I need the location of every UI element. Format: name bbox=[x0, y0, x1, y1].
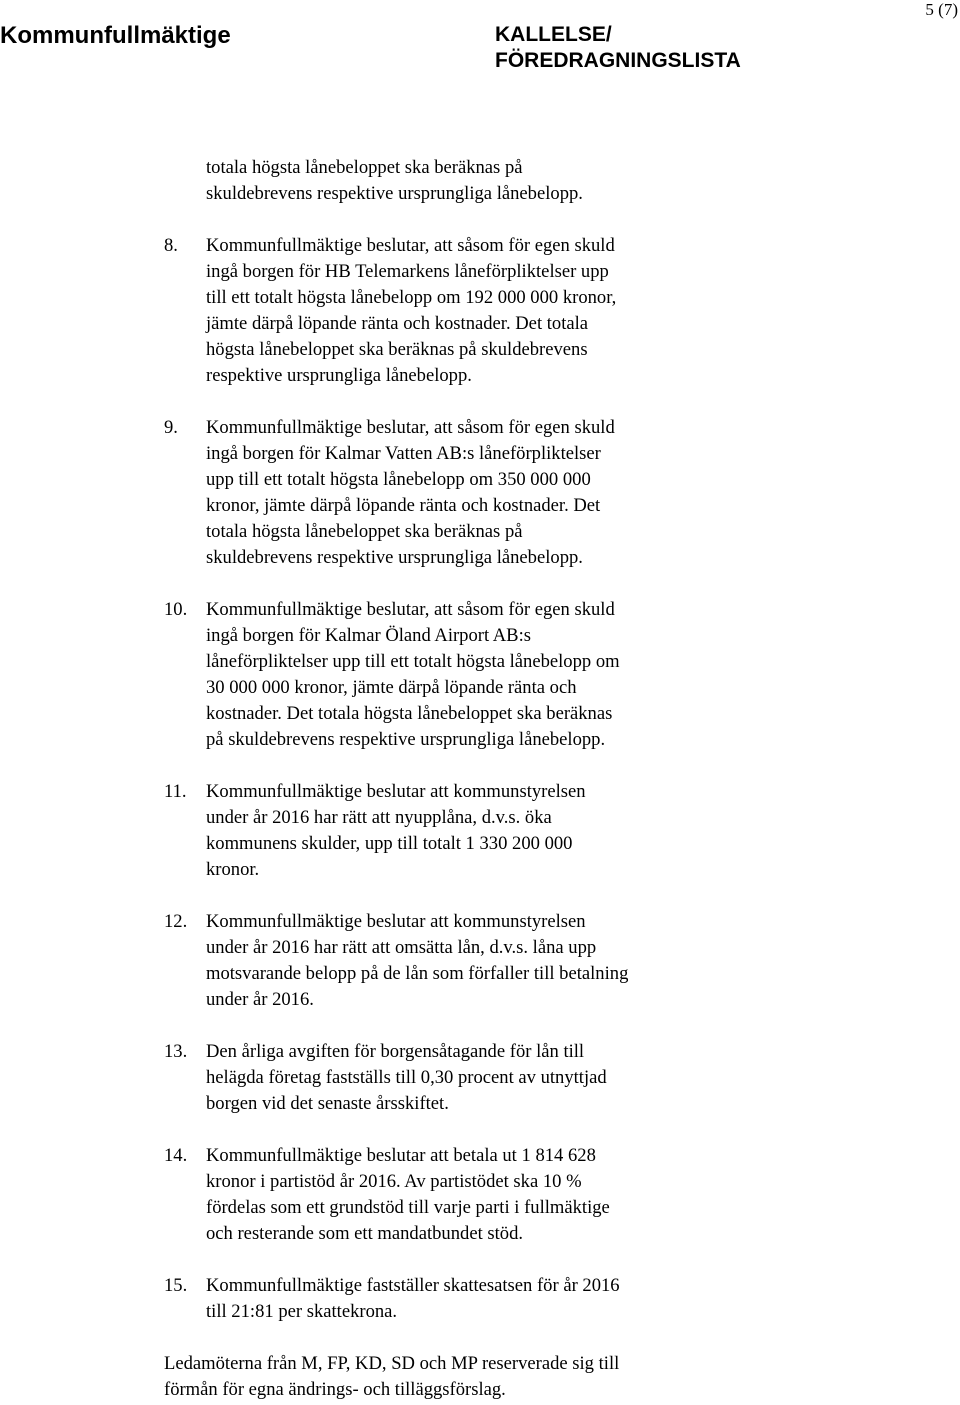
item-text-line: Kommunfullmäktige beslutar, att såsom för egen skuld bbox=[206, 235, 615, 256]
decision-list bbox=[164, 233, 924, 1325]
item-text-line: respektive ursprungliga lånebelopp. bbox=[206, 365, 472, 386]
item-number: 14. bbox=[164, 1145, 188, 1166]
item-number: 13. bbox=[164, 1041, 188, 1062]
item-text bbox=[206, 779, 726, 883]
item-text-line: under år 2016 har rätt att nyupplåna, d.v.s. öka bbox=[206, 807, 552, 828]
item-text-line: kronor. bbox=[206, 859, 260, 880]
item-text-line: Kommunfullmäktige beslutar att kommunstyrelsen bbox=[206, 781, 586, 802]
item-text bbox=[206, 597, 726, 753]
intro-line: totala högsta lånebeloppet ska beräknas på bbox=[206, 157, 523, 178]
item-text bbox=[206, 233, 726, 389]
page-number: 5 (7) bbox=[925, 0, 958, 19]
item-text-line: fördelas som ett grundstöd till varje parti i fullmäktige bbox=[206, 1197, 610, 1218]
item-text bbox=[206, 909, 726, 1013]
item-text-line: Kommunfullmäktige beslutar att betala ut 1 814 628 bbox=[206, 1145, 596, 1166]
decision-item bbox=[164, 233, 924, 389]
item-text-line: 30 000 000 kronor, jämte därpå löpande ränta och bbox=[206, 677, 577, 698]
item-text-line: under år 2016. bbox=[206, 989, 314, 1010]
item-text bbox=[206, 1143, 726, 1247]
header-doc-type-line-2: FÖREDRAGNINGSLISTA bbox=[495, 49, 741, 72]
item-number: 12. bbox=[164, 911, 188, 932]
decision-item bbox=[164, 415, 924, 571]
item-text-line: totala högsta lånebeloppet ska beräknas på bbox=[206, 521, 523, 542]
item-text-line: på skuldebrevens respektive ursprungliga lånebelopp. bbox=[206, 729, 606, 750]
intro-line: skuldebrevens respektive ursprungliga lånebelopp. bbox=[206, 183, 583, 204]
header-doc-type bbox=[495, 22, 741, 74]
item-text-line: motsvarande belopp på de lån som förfaller till betalning bbox=[206, 963, 629, 984]
item-text-line: ingå borgen för Kalmar Öland Airport AB:s bbox=[206, 625, 531, 646]
item-text-line: under år 2016 har rätt att omsätta lån, d.v.s. låna upp bbox=[206, 937, 597, 958]
item-text-line: och resterande som ett mandatbundet stöd. bbox=[206, 1223, 524, 1244]
item-text-line: helägda företag fastställs till 0,30 procent av utnyttjad bbox=[206, 1067, 607, 1088]
item-text-line: ingå borgen för HB Telemarkens låneförpliktelser upp bbox=[206, 261, 609, 282]
document-body bbox=[164, 155, 924, 1403]
item-number: 9. bbox=[164, 417, 178, 438]
header-org: Kommunfullmäktige bbox=[0, 22, 231, 49]
closing-line: Ledamöterna från M, FP, KD, SD och MP reserverade sig till bbox=[164, 1353, 620, 1374]
header-doc-type-line-1: KALLELSE/ bbox=[495, 23, 612, 46]
item-text-line: borgen vid det senaste årsskiftet. bbox=[206, 1093, 449, 1114]
item-text bbox=[206, 415, 726, 571]
item-text-line: Kommunfullmäktige beslutar att kommunstyrelsen bbox=[206, 911, 586, 932]
item-number: 15. bbox=[164, 1275, 188, 1296]
decision-item bbox=[164, 909, 924, 1013]
item-text-line: jämte därpå löpande ränta och kostnader. Det totala bbox=[206, 313, 589, 334]
item-text-line: kommunens skulder, upp till totalt 1 330 200 000 bbox=[206, 833, 573, 854]
item-text-line: kronor i partistöd år 2016. Av partistödet ska 10 % bbox=[206, 1171, 582, 1192]
item-text-line: till ett totalt högsta lånebelopp om 192 000 000 kronor, bbox=[206, 287, 617, 308]
item-text-line: Kommunfullmäktige beslutar, att såsom för egen skuld bbox=[206, 417, 615, 438]
item-text-line: högsta lånebeloppet ska beräknas på skuldebrevens bbox=[206, 339, 588, 360]
item-text-line: upp till ett totalt högsta lånebelopp om 350 000 000 bbox=[206, 469, 591, 490]
item-text-line: ingå borgen för Kalmar Vatten AB:s låneförpliktelser bbox=[206, 443, 601, 464]
item-text-line: Kommunfullmäktige fastställer skattesatsen för år 2016 bbox=[206, 1275, 620, 1296]
item-text-line: låneförpliktelser upp till ett totalt högsta lånebelopp om bbox=[206, 651, 620, 672]
decision-item bbox=[164, 1039, 924, 1117]
intro-paragraph bbox=[164, 155, 726, 207]
decision-item bbox=[164, 1273, 924, 1325]
decision-item bbox=[164, 779, 924, 883]
item-text bbox=[206, 1273, 726, 1325]
item-number: 10. bbox=[164, 599, 188, 620]
item-text bbox=[206, 1039, 726, 1117]
item-text-line: till 21:81 per skattekrona. bbox=[206, 1301, 398, 1322]
item-number: 11. bbox=[164, 781, 187, 802]
closing-paragraph bbox=[164, 1351, 734, 1403]
item-text-line: kronor, jämte därpå löpande ränta och kostnader. Det bbox=[206, 495, 601, 516]
item-text-line: skuldebrevens respektive ursprungliga lånebelopp. bbox=[206, 547, 583, 568]
item-text-line: kostnader. Det totala högsta lånebeloppet ska beräknas bbox=[206, 703, 613, 724]
item-text-line: Den årliga avgiften för borgensåtagande för lån till bbox=[206, 1041, 585, 1062]
decision-item bbox=[164, 597, 924, 753]
item-number: 8. bbox=[164, 235, 178, 256]
decision-item bbox=[164, 1143, 924, 1247]
closing-line: förmån för egna ändrings- och tilläggsförslag. bbox=[164, 1379, 506, 1400]
item-text-line: Kommunfullmäktige beslutar, att såsom för egen skuld bbox=[206, 599, 615, 620]
